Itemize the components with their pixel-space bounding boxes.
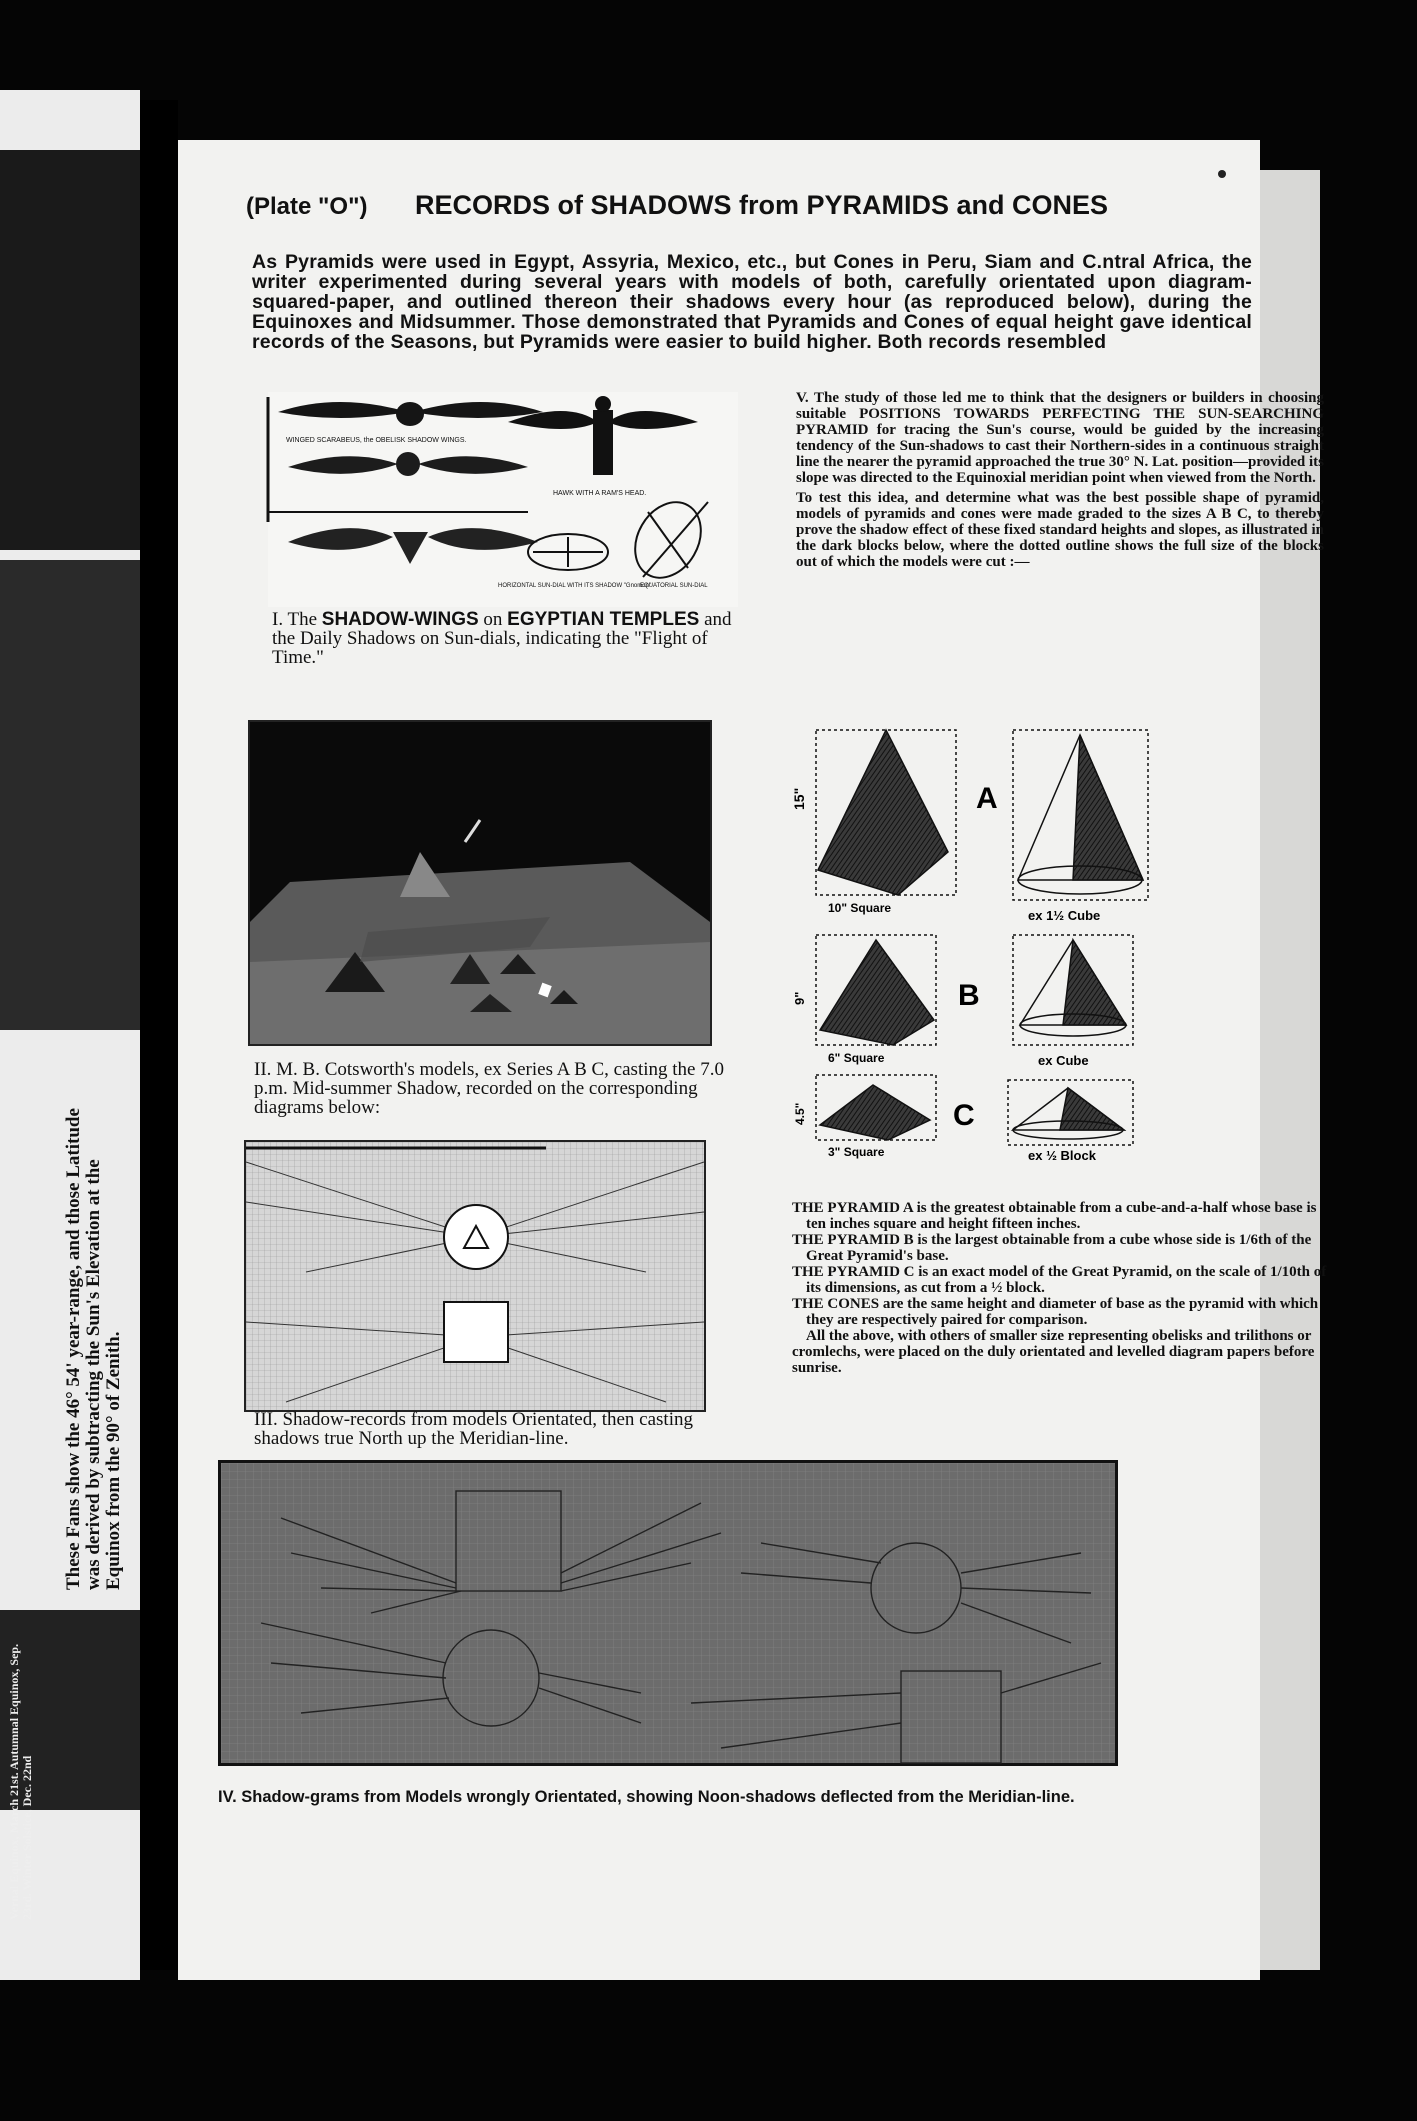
figure-shadow-wings bbox=[268, 392, 738, 607]
facing-page-text-block bbox=[0, 560, 140, 1030]
cone-a bbox=[1013, 730, 1148, 900]
book-spine bbox=[140, 100, 178, 1970]
figure1-caption-num: I. The bbox=[272, 609, 318, 630]
page-speck bbox=[1218, 170, 1226, 178]
facing-page-fan-note: These Fans show the 46° 54' year-range, and those Latitude was derived by subtracting the Sun's Elevation at the Equinox from the 90° of Zenith. bbox=[63, 1108, 124, 1590]
scarab-label: WINGED SCARABEUS, the OBELISK SHADOW WINGS. bbox=[286, 437, 467, 444]
equatorial-sundial-label: EQUATORIAL SUN-DIAL bbox=[640, 583, 708, 589]
photo-shadow-models bbox=[248, 720, 712, 1046]
model-label-c: C bbox=[953, 1099, 975, 1132]
note-pyramid-a: THE PYRAMID A is the greatest obtainable from a cube-and-a-half whose base is ten inches square and height fifteen inches. bbox=[792, 1200, 1317, 1232]
pyramid-c bbox=[816, 1075, 936, 1140]
height-b: 9" bbox=[792, 991, 807, 1005]
right-text-second: To test this idea, and determine what was the best possible shape of pyramid, models of pyramids and cones were made graded to the sizes A B C, to thereby prove the shadow effect of these fixed standard heights and slopes, as illustrated in the dark blocks below, where the dotted outline shows the full size of the blocks out of which the models were cut :— bbox=[796, 490, 1324, 570]
page-title: RECORDS of SHADOWS from PYRAMIDS and CONES bbox=[414, 190, 1109, 220]
horizontal-sundial-icon bbox=[528, 534, 608, 570]
model-label-b: B bbox=[958, 979, 980, 1012]
cone-c bbox=[1008, 1080, 1133, 1145]
shadow-grams-figure bbox=[218, 1460, 1118, 1766]
model-label-a: A bbox=[976, 782, 998, 815]
note-all-above: All the above, with others of smaller size representing obelisks and trilithons or cromlechs, were placed on the duly orientated and levelled diagram papers before sunrise. bbox=[792, 1328, 1315, 1376]
figure3-caption: III. Shadow-records from models Orientated, then casting shadows true North up the Meridian-line. bbox=[254, 1409, 693, 1449]
base-b: 6" Square bbox=[828, 1051, 885, 1065]
cone-b bbox=[1013, 935, 1133, 1045]
figure1-caption bbox=[272, 610, 742, 667]
intro-paragraph: As Pyramids were used in Egypt, Assyria, Mexico, etc., but Cones in Peru, Siam and C.ntral Africa, the writer experimented during several years with models of both, carefully orientated upon diagram-squared-paper, and outlined thereon their shadows every hour (as reproduced below), during the Equinoxes and Midsummer. Those demonstrated that Pyramids and Cones of equal height gave identical records of the Seasons, but Pyramids were easier to build higher. Both records resembled bbox=[252, 251, 1252, 353]
base-c: 3" Square bbox=[828, 1145, 885, 1159]
facing-page bbox=[0, 90, 140, 1980]
pyramid-cone-models bbox=[791, 720, 1318, 1200]
model-caption-c: ex ½ Block bbox=[1028, 1148, 1096, 1163]
note-pyramid-c: THE PYRAMID C is an exact model of the Great Pyramid, on the scale of 1/10th of its dimensions, as cut from a ½ block. bbox=[792, 1264, 1327, 1296]
figure1-caption-bold2: EGYPTIAN TEMPLES bbox=[507, 609, 700, 630]
right-column-text bbox=[796, 390, 1324, 570]
figure2-caption: II. M. B. Cotsworth's models, ex Series A B C, casting the 7.0 p.m. Mid-summer Shadow, recorded on the corresponding diagrams below: bbox=[254, 1059, 724, 1118]
pyramid-a bbox=[816, 730, 956, 895]
height-c: 4.5" bbox=[793, 1102, 807, 1125]
figure1-caption-bold1: SHADOW-WINGS bbox=[321, 609, 479, 630]
hawk-label: HAWK WITH A RAM'S HEAD. bbox=[553, 490, 647, 497]
height-a: 15" bbox=[791, 787, 807, 810]
base-a: 10" Square bbox=[828, 901, 892, 915]
figure1-caption-mid: on bbox=[483, 609, 503, 630]
note-pyramid-b: THE PYRAMID B is the largest obtainable from a cube whose side is 1/6th of the Great Pyramid's base. bbox=[792, 1232, 1312, 1264]
horizontal-sundial-label: HORIZONTAL SUN-DIAL WITH ITS SHADOW "Gnomon" bbox=[498, 583, 652, 589]
pyramid-b bbox=[816, 935, 936, 1045]
facing-page-dates: Vernal Equinox, March 21st. Autumnal Equinox, Sep. 23rd. Winter Solstice, Dec. 22nd bbox=[7, 1643, 34, 1920]
model-caption-a: ex 1½ Cube bbox=[1028, 908, 1101, 923]
page-header bbox=[246, 190, 1256, 221]
figure1-caption-rest: and the Daily Shadows on Sun-dials, indicating the "Flight of Time." bbox=[272, 609, 732, 668]
note-cones: THE CONES are the same height and diameter of base as the pyramid with which they are respectively paired for comparison. bbox=[792, 1296, 1319, 1328]
facing-page-dark-text-block bbox=[0, 150, 140, 550]
model-notes bbox=[792, 1200, 1332, 1376]
right-text-lead: V. The study of those led me to think that the designers or builders in choosing suitable POSITIONS TOWARDS PERFECTING THE SUN-SEARCHING PYRAMID for tracing the Sun's course, would be guided by the increasing tendency of the Sun-shadows to cast their Northern-sides in a continuous straight line the nearer the pyramid approached the true 30° N. Lat. position—provided its slope was directed to the Equinoxial meridian point when viewed from the North. bbox=[796, 390, 1324, 486]
figure4-caption: IV. Shadow-grams from Models wrongly Orientated, showing Noon-shadows deflected from the Meridian-line. bbox=[218, 1788, 1075, 1806]
plate-label: (Plate "O") bbox=[246, 193, 368, 220]
model-caption-b: ex Cube bbox=[1038, 1053, 1089, 1068]
main-page bbox=[178, 140, 1327, 1980]
diagram-shadow-records bbox=[244, 1140, 706, 1412]
